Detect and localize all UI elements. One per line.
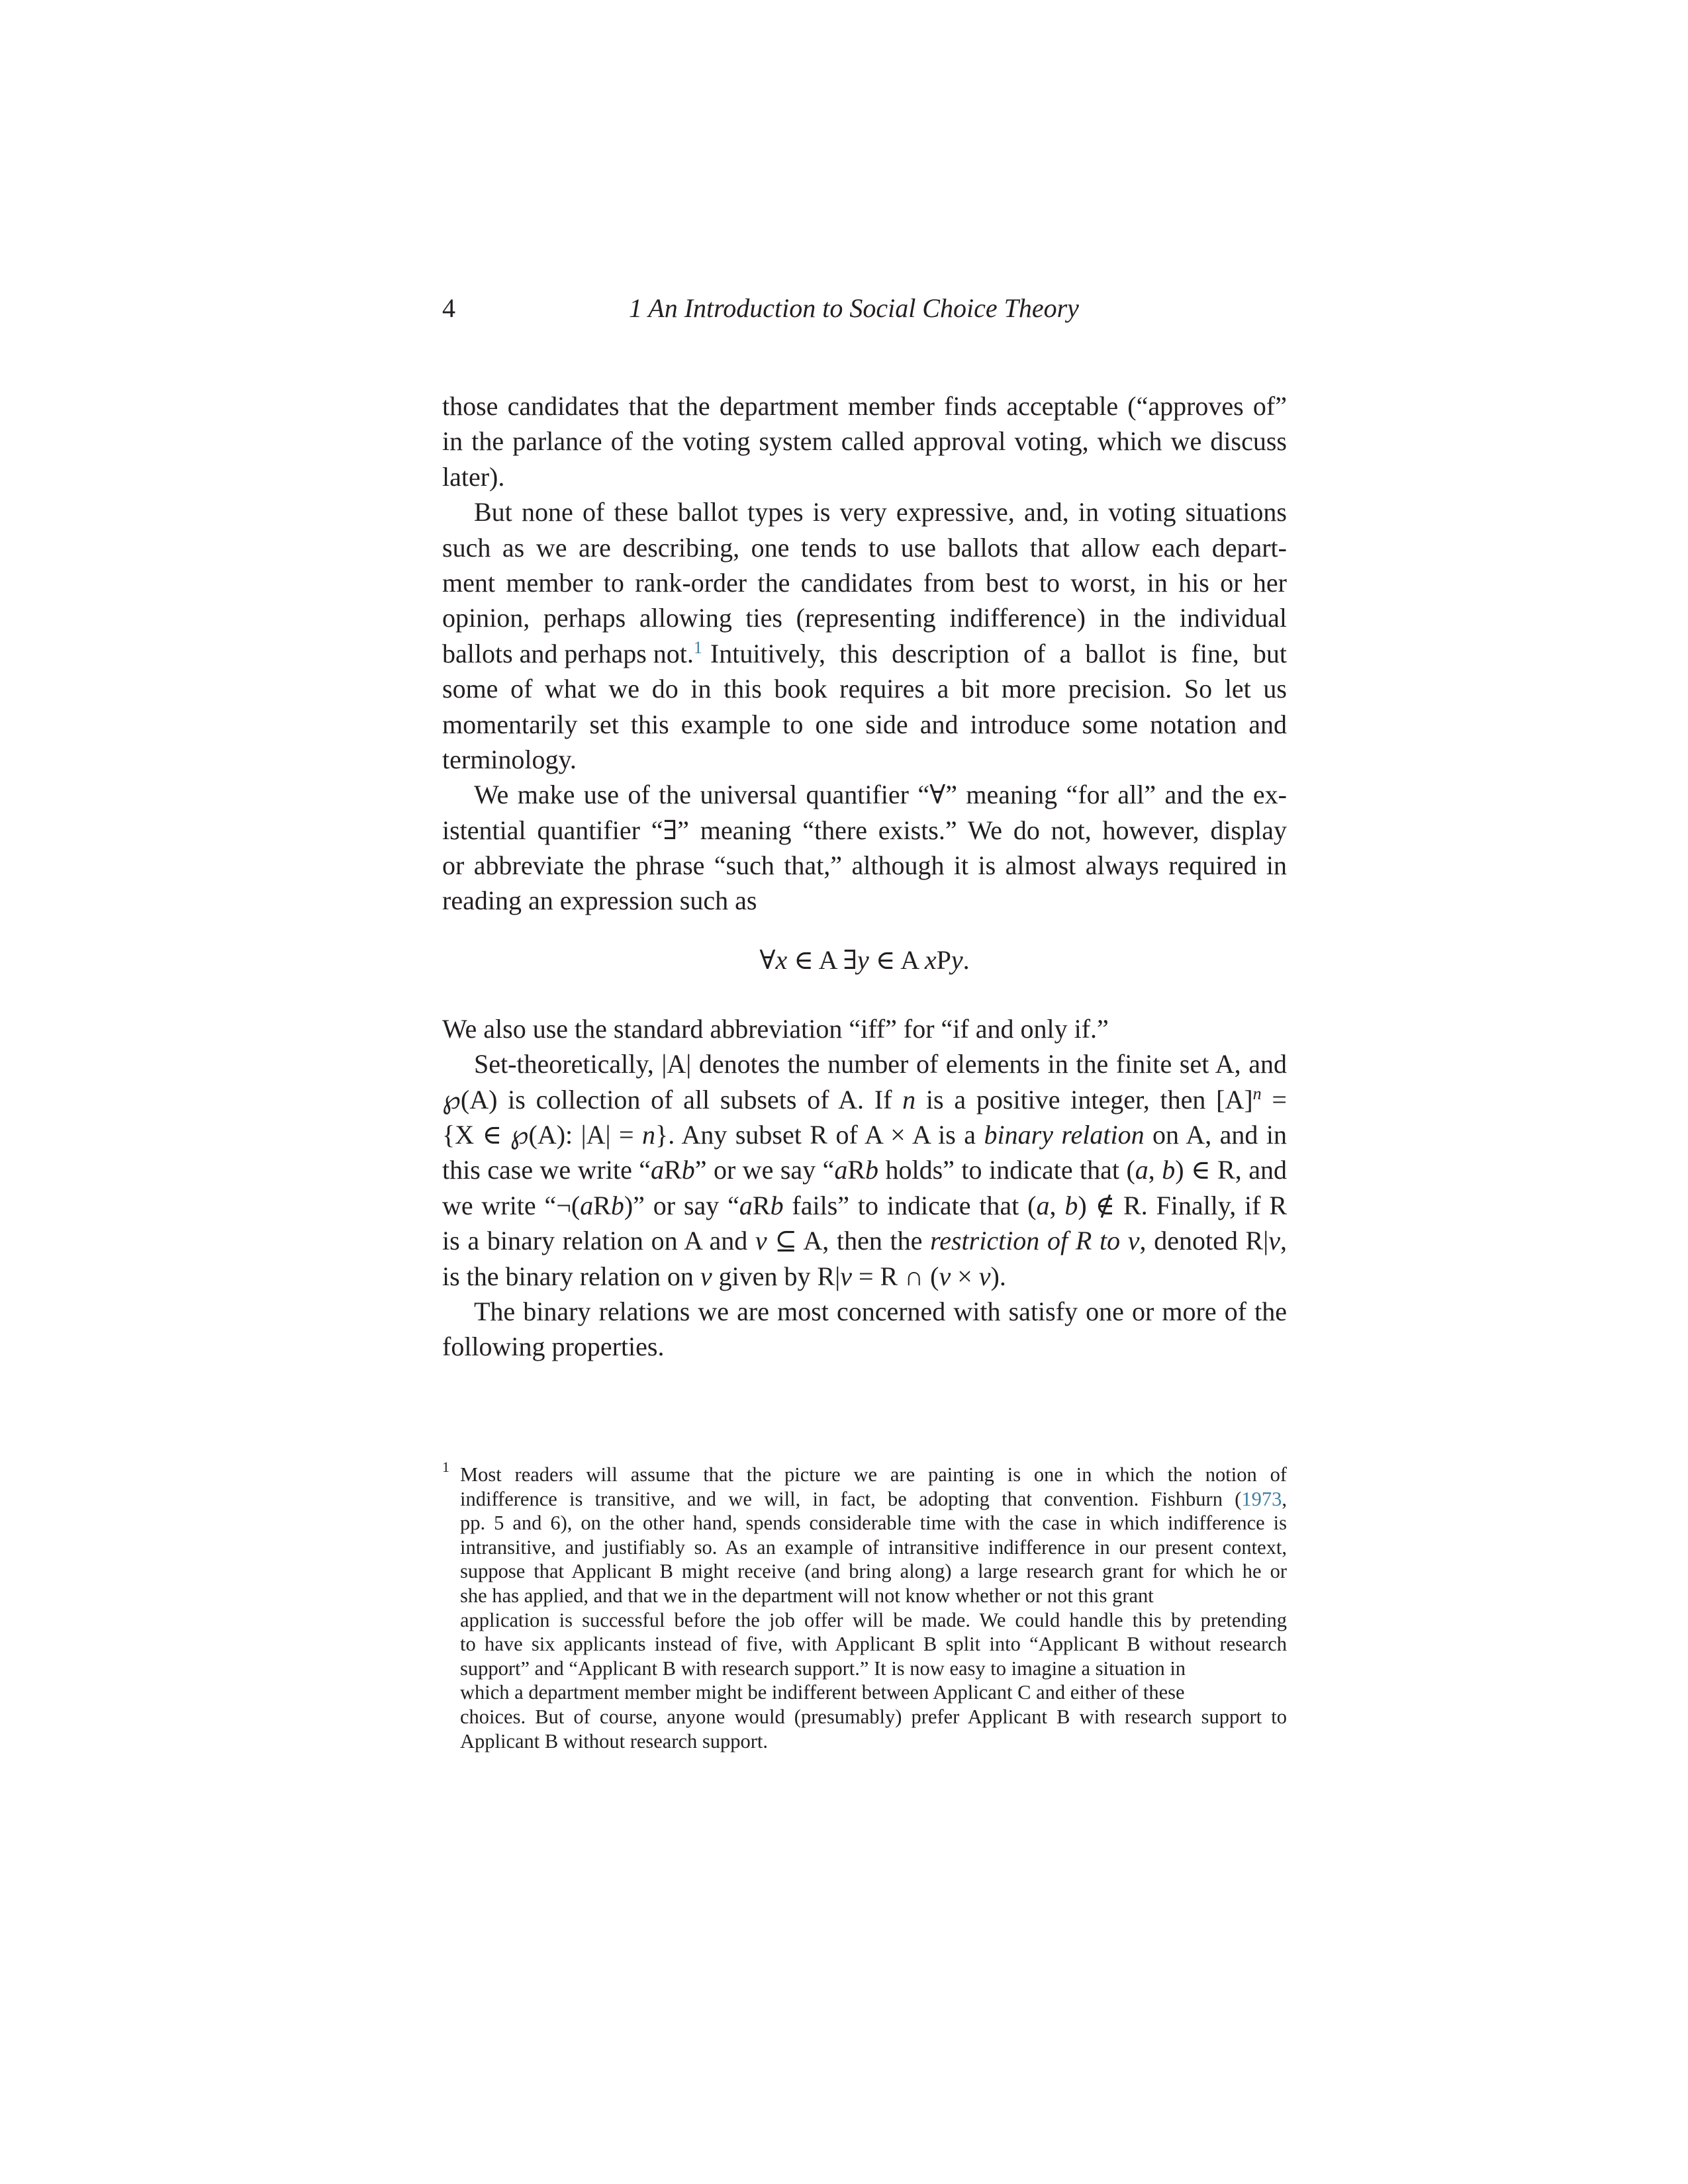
- text-line: reading an expression such as: [442, 886, 757, 916]
- text-line: following properties.: [442, 1332, 665, 1362]
- text-fragment: ,: [1282, 1487, 1287, 1510]
- footnote-line: to have six applicants instead of five, with Applicant B split into “Applicant B without research: [460, 1633, 1287, 1656]
- text-fragment: , denoted R|: [1139, 1226, 1269, 1256]
- text-fragment: ,: [1280, 1226, 1288, 1256]
- math-text: R: [664, 1155, 682, 1185]
- running-head: 1 An Introduction to Social Choice Theory: [629, 293, 1079, 323]
- text-fragment: ).: [990, 1261, 1006, 1291]
- math-var: y: [857, 944, 869, 975]
- footnote-line: intransitive, and justifiably so. As an example of intransitive indifference in our present context,: [460, 1535, 1287, 1559]
- text-fragment: given by R|: [712, 1261, 841, 1291]
- text-line: We also use the standard abbreviation “iff” for “if and only if.”: [442, 1013, 1109, 1044]
- math-var: n: [642, 1120, 656, 1150]
- math-var: y: [951, 944, 963, 975]
- math-var: b: [610, 1190, 624, 1220]
- text-line: [442, 1082, 1287, 1117]
- text-fragment: is a binary relation on A and: [442, 1226, 755, 1256]
- text-line: [442, 1117, 1287, 1152]
- text-line: opinion, perhaps allowing ties (representing indifference) in the individual: [442, 603, 1287, 633]
- emphasis: binary relation: [984, 1120, 1145, 1150]
- math-var: v: [939, 1261, 951, 1291]
- text-fragment: indifference is transitive, and we will, in fact, be adopting that convention. Fishburn (: [460, 1487, 1242, 1510]
- forall-symbol: ∀: [759, 944, 776, 975]
- math-var: b: [1162, 1155, 1176, 1185]
- text-line: [442, 1152, 1287, 1187]
- footnote-line: pp. 5 and 6), on the other hand, spends considerable time with the case in which indifference is: [460, 1512, 1287, 1535]
- text-line: But none of these ballot types is very expressive, and, in voting situations: [474, 497, 1287, 527]
- text-fragment: on A, and in: [1144, 1120, 1288, 1150]
- math-text: ∈ A: [787, 944, 843, 975]
- math-var: a: [739, 1190, 753, 1220]
- text-line: later).: [442, 461, 505, 492]
- text-fragment: holds” to indicate that (: [878, 1155, 1135, 1185]
- text-fragment: is the binary relation on: [442, 1261, 700, 1291]
- math-text: .: [962, 944, 970, 975]
- text-fragment: this case we write “: [442, 1155, 651, 1185]
- math-text: R: [847, 1155, 866, 1185]
- text-fragment: we write “¬(: [442, 1190, 581, 1220]
- math-text: R: [752, 1190, 771, 1220]
- emphasis: restriction of R to v: [930, 1226, 1140, 1256]
- footnote-line: suppose that Applicant B might receive (and bring along) a large research grant for which he or: [460, 1560, 1287, 1583]
- text-line: terminology.: [442, 744, 577, 774]
- math-var: a: [834, 1155, 848, 1185]
- text-line: momentarily set this example to one side and introduce some notation and: [442, 709, 1287, 739]
- text-fragment: {X ∈ ℘(A): |A| =: [442, 1120, 643, 1150]
- text-line: istential quantifier “∃” meaning “there exists.” We do not, however, display: [442, 815, 1287, 845]
- text-fragment: ) ∈ R, and: [1175, 1155, 1288, 1185]
- math-var: a: [580, 1190, 594, 1220]
- text-line: [442, 1223, 1287, 1258]
- footnote-marker: 1: [442, 1459, 449, 1475]
- footnote-line: which a department member might be indifferent between Applicant C and either of these: [460, 1681, 1185, 1704]
- math-var: v: [840, 1261, 852, 1291]
- math-text: R: [593, 1190, 611, 1220]
- text-fragment: ⊆ A, then the: [767, 1226, 931, 1256]
- math-var: v: [755, 1226, 767, 1256]
- math-var: a: [1036, 1190, 1050, 1220]
- display-equation: [442, 932, 1287, 989]
- text-fragment: ×: [951, 1261, 979, 1291]
- text-line: [442, 636, 1287, 671]
- text-line: some of what we do in this book requires a bit more precision. So let us: [442, 674, 1287, 704]
- math-var: a: [1135, 1155, 1149, 1185]
- footnote: [442, 1459, 1287, 1753]
- text-segment: [442, 636, 702, 671]
- footnote-line: [442, 1487, 1287, 1512]
- text-fragment: )” or say “: [624, 1190, 739, 1220]
- math-var: v: [1268, 1226, 1281, 1256]
- math-text: ∈ A: [868, 944, 925, 975]
- footnote-reference-link[interactable]: 1: [693, 637, 702, 657]
- text-fragment: is a positive integer, then [A]: [915, 1084, 1253, 1115]
- text-line: The binary relations we are most concerned with satisfy one or more of the: [474, 1296, 1287, 1326]
- text-line: ment member to rank-order the candidates from best to worst, in his or her: [442, 567, 1287, 598]
- text-fragment: ) ∉ R. Finally, if R: [1078, 1190, 1288, 1220]
- math-var: x: [775, 944, 788, 975]
- text-fragment: ballots and perhaps not.: [442, 638, 694, 668]
- text-line: in the parlance of the voting system called approval voting, which we discuss: [442, 426, 1287, 457]
- footnote-line: application is successful before the job offer will be made. We could handle this by pretending: [460, 1608, 1287, 1631]
- text-line: We make use of the universal quantifier “∀” meaning “for all” and the ex-: [474, 780, 1287, 810]
- math-text: ,: [1148, 1155, 1162, 1185]
- footnote-line: choices. But of course, anyone would (presumably) prefer Applicant B with research support to: [460, 1705, 1287, 1728]
- footnote-line: she has applied, and that we in the department will not know whether or not this grant: [460, 1584, 1154, 1607]
- math-var: v: [978, 1261, 991, 1291]
- body-text: [442, 388, 1287, 1365]
- math-var: v: [700, 1261, 712, 1291]
- text-line: or abbreviate the phrase “such that,” although it is almost always required in: [442, 850, 1287, 881]
- text-line: [442, 1188, 1287, 1223]
- text-line: such as we are describing, one tends to use ballots that allow each depart-: [442, 532, 1287, 563]
- text-line: those candidates that the department member finds acceptable (“approves of”: [442, 391, 1287, 421]
- footnote-line: Most readers will assume that the picture we are painting is one in which the notion of: [460, 1463, 1287, 1486]
- exists-symbol: ∃: [843, 944, 858, 975]
- math-var: n: [902, 1084, 916, 1115]
- page-number: 4: [442, 293, 455, 323]
- math-var: x: [924, 944, 937, 975]
- text-fragment: =: [1261, 1084, 1287, 1115]
- footnote-line: Applicant B without research support.: [460, 1729, 769, 1752]
- math-text: P: [936, 944, 951, 975]
- text-fragment: Intuitively, this description of a ballot is fine, but: [710, 638, 1287, 668]
- math-var: b: [770, 1190, 784, 1220]
- math-var: a: [651, 1155, 665, 1185]
- math-var: b: [1064, 1190, 1078, 1220]
- text-fragment: ” or we say “: [694, 1155, 835, 1185]
- math-text: ,: [1049, 1190, 1065, 1220]
- text-fragment: }. Any subset R of A × A is a: [655, 1120, 984, 1150]
- math-var: b: [865, 1155, 879, 1185]
- text-fragment: ℘(A) is collection of all subsets of A. If: [442, 1084, 903, 1115]
- text-line: [442, 1259, 1287, 1294]
- text-fragment: = R ∩ (: [852, 1261, 939, 1291]
- text-fragment: fails” to indicate that (: [783, 1190, 1037, 1220]
- math-exponent: [1253, 1084, 1262, 1103]
- footnote-line: support” and “Applicant B with research support.” It is now easy to imagine a situation in: [460, 1657, 1186, 1680]
- math-var: b: [681, 1155, 695, 1185]
- math-var: n: [1252, 1083, 1262, 1103]
- text-line: Set-theoretically, |A| denotes the number of elements in the finite set A, and: [474, 1049, 1287, 1079]
- citation-link[interactable]: 1973: [1241, 1487, 1282, 1510]
